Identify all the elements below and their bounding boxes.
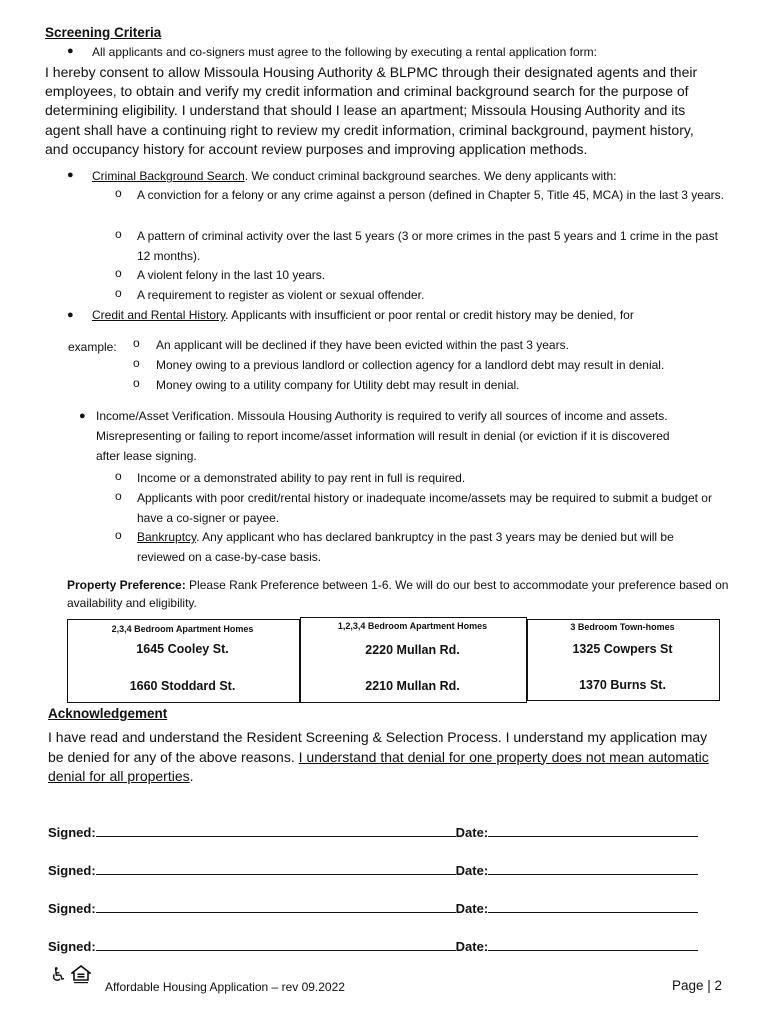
- property-column-header: 3 Bedroom Town-homes: [570, 622, 675, 632]
- page-number: Page | 2: [672, 978, 723, 993]
- property-address: 1660 Stoddard St.: [129, 679, 236, 693]
- acknowledgement-underlined: I understand that denial for one property does not mean automatic denial for all properties: [48, 748, 709, 784]
- consent-paragraph: I hereby consent to allow Missoula Housing Authority & BLPMC through their designated agents and their employees, to obtain and verify my credit information and criminal background search for the purpose of determining eligibility. I understand that should I lease an apartment; Missoula Housing Authority and its agent shall have a continuing right to review my credit information, criminal background, payment history, and occupancy history for account review purposes and improving application methods.: [45, 64, 698, 157]
- property-column-header: 2,3,4 Bedroom Apartment Homes: [111, 624, 254, 634]
- signature-row: [48, 824, 698, 840]
- signature-row: [48, 900, 698, 916]
- bankruptcy-item: [137, 527, 722, 567]
- circle-bullet-icon: o: [115, 186, 122, 200]
- acknowledgement-end: .: [189, 768, 194, 784]
- income-item: Applicants with poor credit/rental history or inadequate income/assets may be required to submit a budget or have a co-signer or payee.: [137, 491, 712, 525]
- acknowledgement-text: I have read and understand the Resident Screening & Selection Process. I understand my application may be denied for any of the above reasons.: [48, 729, 708, 765]
- acknowledgement-paragraph: [48, 728, 723, 787]
- credit-item: An applicant will be declined if they have been evicted within the past 3 years.: [156, 338, 569, 352]
- date-label: Date:: [455, 863, 489, 878]
- signature-line[interactable]: [96, 900, 456, 913]
- circle-bullet-icon: o: [115, 286, 122, 300]
- income-item: Income or a demonstrated ability to pay rent in full is required.: [137, 471, 466, 485]
- property-address: 1370 Burns St.: [579, 678, 666, 692]
- credit-item: Money owing to a previous landlord or collection agency for a landlord debt may result in denial.: [156, 358, 665, 372]
- footer-text: Affordable Housing Application – rev 09.2022: [105, 980, 345, 994]
- circle-bullet-icon: o: [133, 376, 140, 390]
- circle-bullet-icon: o: [115, 266, 122, 280]
- page-heading: Screening Criteria: [45, 25, 162, 40]
- date-label: Date:: [455, 825, 489, 840]
- circle-bullet-icon: o: [133, 356, 140, 370]
- property-address: 1325 Cowpers St: [572, 642, 673, 656]
- wheelchair-icon: ♿: [50, 965, 68, 986]
- accessibility-and-equal-housing-logos: [50, 964, 95, 986]
- credit-item: Money owing to a utility company for Utility debt may result in denial.: [156, 378, 520, 392]
- example-label: example:: [68, 340, 117, 354]
- equal-housing-icon: [71, 965, 91, 985]
- preference-label: Property Preference:: [67, 578, 186, 592]
- signature-line[interactable]: [96, 938, 456, 951]
- criminal-item: A requirement to register as violent or sexual offender.: [137, 288, 425, 302]
- circle-bullet-icon: o: [115, 469, 122, 483]
- circle-bullet-icon: o: [115, 227, 122, 241]
- criminal-item: A conviction for a felony or any crime against a person (defined in Chapter 5, Title 45, MCA) in the last 3 years.: [137, 188, 724, 202]
- criminal-title: Criminal Background Search: [92, 169, 245, 183]
- bankruptcy-title: Bankruptcy: [137, 530, 197, 544]
- preference-paragraph: [67, 576, 752, 612]
- signature-row: [48, 862, 698, 878]
- signature-line[interactable]: [96, 862, 456, 875]
- credit-title: Credit and Rental History: [92, 308, 226, 322]
- criminal-text: . We conduct criminal background searches. We deny applicants with:: [244, 169, 617, 183]
- bullet-icon: ●: [67, 45, 74, 57]
- circle-bullet-icon: o: [133, 336, 140, 350]
- property-address: 2220 Mullan Rd.: [365, 643, 460, 657]
- date-label: Date:: [455, 939, 489, 954]
- signed-label: Signed:: [48, 939, 96, 954]
- criminal-section-intro: [92, 166, 732, 186]
- date-line[interactable]: [488, 824, 698, 837]
- circle-bullet-icon: o: [115, 528, 122, 542]
- signature-row: [48, 938, 698, 954]
- signed-label: Signed:: [48, 825, 96, 840]
- property-address: 1645 Cooley St.: [136, 642, 229, 656]
- signature-line[interactable]: [96, 824, 456, 837]
- preference-text: Please Rank Preference between 1-6. We will do our best to accommodate your preference based on availability and eligibility.: [67, 578, 729, 610]
- bullet-icon: ●: [67, 169, 74, 181]
- property-address: 2210 Mullan Rd.: [365, 679, 460, 693]
- signed-label: Signed:: [48, 863, 96, 878]
- date-label: Date:: [455, 901, 489, 916]
- date-line[interactable]: [488, 900, 698, 913]
- credit-section-intro: [92, 305, 732, 325]
- acknowledgement-title: Acknowledgement: [48, 706, 168, 721]
- income-paragraph: Income/Asset Verification. Missoula Housing Authority is required to verify all sources of income and assets. Misrepresenting or failing to report income/asset information will result in denial (or eviction if it is discovered after lease signing.: [96, 409, 670, 463]
- bullet-icon: ●: [79, 410, 86, 422]
- bankruptcy-text: . Any applicant who has declared bankruptcy in the past 3 years may be denied but will be reviewed on a case-by-case basis.: [137, 530, 674, 564]
- date-line[interactable]: [488, 862, 698, 875]
- signed-label: Signed:: [48, 901, 96, 916]
- circle-bullet-icon: o: [115, 489, 122, 503]
- criminal-item: A violent felony in the last 10 years.: [137, 268, 326, 282]
- criminal-item: A pattern of criminal activity over the last 5 years (3 or more crimes in the past 5 years and 1 crime in the past 12 months).: [137, 229, 718, 263]
- date-line[interactable]: [488, 938, 698, 951]
- property-column-header: 1,2,3,4 Bedroom Apartment Homes: [337, 621, 488, 631]
- credit-text: . Applicants with insufficient or poor rental or credit history may be denied, for: [225, 308, 634, 322]
- bullet-icon: ●: [67, 309, 74, 321]
- intro-bullet: All applicants and co-signers must agree to the following by executing a rental application form:: [92, 45, 597, 59]
